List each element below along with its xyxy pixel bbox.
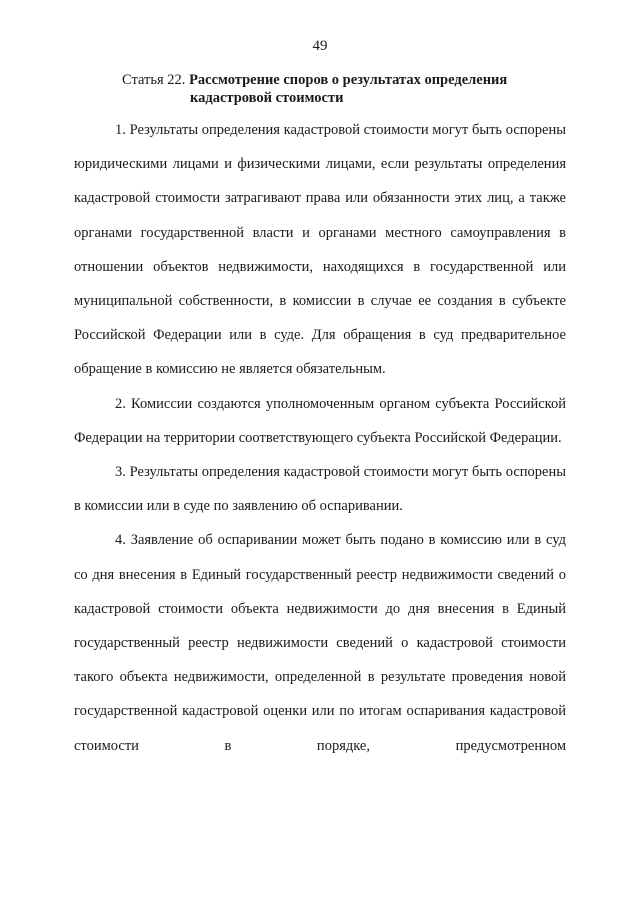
article-title-line1: Рассмотрение споров о результатах определения [189,72,508,88]
article-body [74,113,566,763]
article-number: Статья 22. [122,72,186,88]
article-heading [122,71,507,107]
paragraph-1: 1. Результаты определения кадастровой стоимости могут быть оспорены юридическими лицами и физическими лицами, если результаты определения кадастровой стоимости затрагивают права или обязанности этих лиц, а также органами государственной власти и органами местного самоуправления в отношении объектов недвижимости, находящихся в государственной или муниципальной собственности, в комиссии в случае ее создания в субъекте Российской Федерации или в суде. Для обращения в суд предварительное обращение в комиссию не является обязательным. [74,122,566,378]
paragraph-4: 4. Заявление об оспаривании может быть подано в комиссию или в суд со дня внесения в Единый государственный реестр недвижимости сведений о кадастровой стоимости объекта недвижимости до дня внесения в Единый государственный реестр недвижимости сведений о кадастровой стоимости такого объекта недвижимости, определенной в результате проведения новой государственной кадастровой оценки или по итогам оспаривания кадастровой стоимости в порядке, предусмотренном [74,532,566,754]
paragraph-3: 3. Результаты определения кадастровой стоимости могут быть оспорены в комиссии или в суде по заявлению об оспаривании. [74,464,566,515]
paragraph-2: 2. Комиссии создаются уполномоченным органом субъекта Российской Федерации на территории соответствующего субъекта Российской Федерации. [74,395,566,446]
article-title-line2: кадастровой стоимости [190,90,344,106]
page-number: 49 [312,38,328,54]
